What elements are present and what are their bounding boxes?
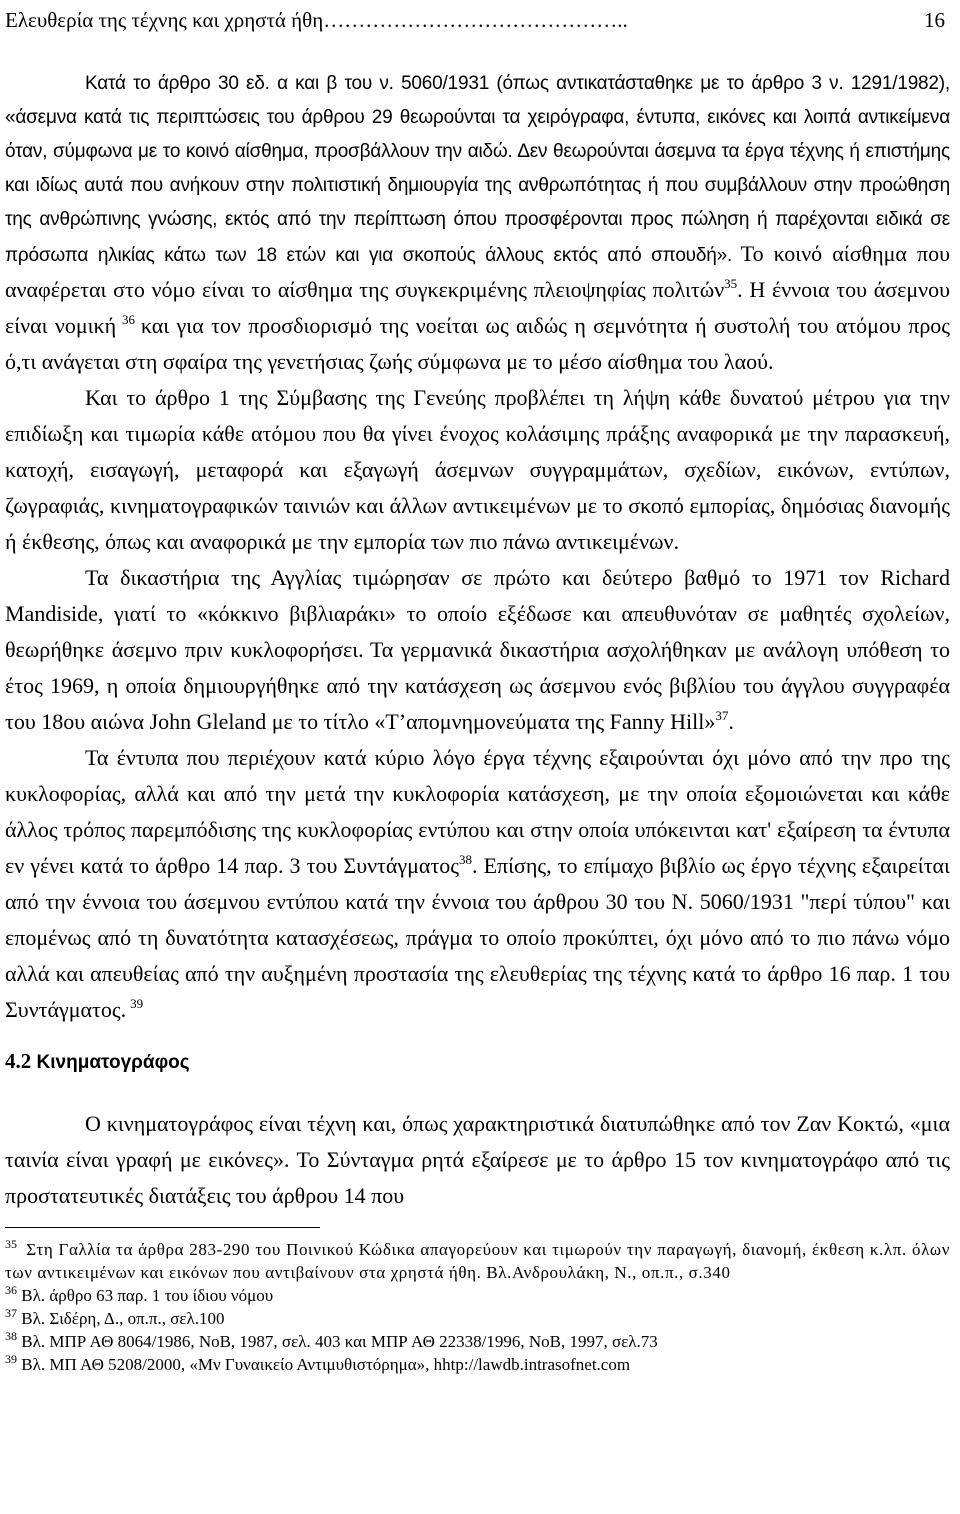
footnote-text: Στη Γαλλία τα άρθρα 283-290 του Ποινικού Κώδικα απαγορεύουν και τιμωρούν την παραγωγή, διανομή, έκθεση κ.λπ. όλων των αντικειμένων και εικόνων που αντιβαίνουν στα χρηστά ήθη. Βλ.Ανδρουλάκη, Ν., οπ.π., σ.340 [5, 1240, 951, 1282]
footnote-ref-35[interactable]: 35 [724, 276, 738, 291]
footnote-35 [5, 1238, 955, 1284]
paragraph-cinema [5, 1107, 955, 1215]
german-courts-text: Τα γερμανικά δικαστήρια ασχολήθηκαν με ανάλογη υπόθεση το έτος 1969, η οποία δημιουργήθηκε από την κατάσχεση ως άσεμνου ενός βιβλίου του άγγλου συγγραφέα του 18ου αιώνα John Gleland με το τίτλο «Τ’απομνημονεύματα της Fanny Hill» [5, 637, 951, 734]
footnote-text: Βλ. Σιδέρη, Δ., οπ.π., σελ.100 [21, 1309, 225, 1328]
header-title: Ελευθερία της τέχνης και χρηστά ήθη…………………………………….. [5, 8, 628, 32]
footnote-38 [5, 1330, 955, 1353]
law-quote: Κατά το άρθρο 30 εδ. α και β του ν. 5060/1931 (όπως αντικατάσταθηκε με το άρθρο 3 ν. 1291/1982), «άσεμνα κατά τις περιπτώσεις του άρθρου 29 θεωρούνται τα χειρόγραφα, έντυπα, εικόνες και λοιπά αντικείμενα όταν, σύμφωνα με το κοινό αίσθημα, προσβάλλουν την αιδώ. Δεν θεωρούνται άσεμνα τα έργα τέχνης ή επιστήμης και ιδίως αυτά που ανήκουν στην πολιτιστική δημιουργία της ανθρωπότητας ή που συμβάλλουν στην προώθηση της ανθρώπινης γνώσης, εκτός από την περίπτωση όπου προσφέρονται προς πώληση ή παρέχονται ειδικά σε πρόσωπα ηλικίας κάτω των 18 ετών και για σκοπούς άλλους εκτός από σπουδή». [5, 73, 950, 266]
section-number: 4.2 [5, 1049, 32, 1073]
footnote-37 [5, 1307, 955, 1330]
common-sense-text: Το κοινό αίσθημα που αναφέρεται στο νόμο είναι το αίσθημα της συγκεκριμένης πλειοψηφίας πολιτών [5, 241, 951, 302]
art-exemption-text: Τα έντυπα που περιέχουν κατά κύριο λόγο έργα τέχνης εξαιρούνται όχι μόνο από την προ της κυκλοφορίας, αλλά και από την μετά την κυκλοφορία κατάσχεση, με την οποία εξομοιώνεται και κάθε άλλος τρόπος παρεμπόδισης της κυκλοφορίας εντύπου και στην οποία υπόκεινται κατ' εξαίρεση τα έντυπα εν γένει κατά το άρθρο 14 παρ. 3 του Συντάγματος [5, 745, 950, 878]
footnote-ref-38[interactable]: 38 [459, 852, 473, 867]
paragraph-geneva-convention [5, 381, 955, 561]
footnote-number: 35 [5, 1237, 17, 1251]
legal-concept-text: . Η έννοια του άσεμνου είναι νομική [5, 277, 950, 338]
footnote-number: 36 [5, 1283, 17, 1297]
footnote-number: 37 [5, 1306, 17, 1320]
footnote-39 [5, 1353, 955, 1376]
modesty-definition-text: και για τον προσδιορισμό της νοείται ως αιδώς η σεμνότητα ή συστολή του ατόμου προς ό,τι ανάγεται στη σφαίρα της γενετήσιας ζωής σύμφωνα με το μέσο αίσθημα του λαού. [5, 313, 951, 374]
paragraph-obscene-definition [5, 67, 955, 381]
paragraph-court-cases [5, 561, 955, 741]
paragraph-art-exemption [5, 741, 955, 1029]
page-number: 16 [924, 8, 945, 32]
period: . [728, 709, 734, 734]
running-header [5, 0, 955, 40]
footnote-text: Βλ. άρθρο 63 παρ. 1 του ίδιου νόμου [21, 1286, 274, 1305]
footnote-36 [5, 1284, 955, 1307]
footnote-number: 38 [5, 1329, 17, 1343]
section-title: Κινηματογράφος [36, 1052, 190, 1073]
cinema-text: Ο κινηματογράφος είναι τέχνη και, όπως χαρακτηριστικά διατυπώθηκε από τον Ζαν Κοκτώ, «μια ταινία είναι γραφή με εικόνες». Το Σύνταγμα ρητά εξαίρεσε με το άρθρο 15 τον κινηματογράφο από τις προστατευτικές διατάξεις του άρθρου 14 που [5, 1111, 950, 1208]
footnote-number: 39 [5, 1352, 17, 1366]
footnote-text[interactable]: Βλ. ΜΠ ΑΘ 5208/2000, «Μν Γυναικείο Αντιμυθιστόρημα», hhtp://lawdb.intrasofnet.com [21, 1355, 631, 1374]
document-page [5, 0, 955, 1376]
footnote-ref-37[interactable]: 37 [715, 708, 729, 723]
book-exemption-text: . Επίσης, το επίμαχο βιβλίο ως έργο τέχνης εξαιρείται από την έννοια του άσεμνου εντύπου κατά την έννοια του άρθρου 30 του Ν. 5060/1931 "περί τύπου" και επομένως από τη δυνατότητα κατασχέσεως, πράγμα το οποίο προκύπτει, όχι μόνο από το πιο πάνω νόμο αλλά και απευθείας από την αυξημένη προστασία της ελευθερίας της τέχνης κατά το άρθρο 16 παρ. 1 του Συντάγματος. [5, 853, 950, 1022]
footnote-ref-36[interactable]: 36 [122, 312, 136, 327]
english-courts-text: Τα δικαστήρια της Αγγλίας τιμώρησαν σε πρώτο και δεύτερο βαθμό το 1971 τον Richard Mandiside, γιατί το «κόκκινο βιβλιαράκι» το οποίο εξέδωσε και απευθυνόταν σε μαθητές σχολείων, θεωρήθηκε άσεμνο πριν κυκλοφορήσει. [5, 565, 950, 662]
section-heading [5, 1045, 955, 1079]
geneva-text: Και το άρθρο 1 της Σύμβασης της Γενεύης προβλέπει τη λήψη κάθε δυνατού μέτρου για την επιδίωξη και τιμωρία κάθε ατόμου που θα γίνει ένοχος κολάσιμης πράξης αναφορικά με την παρασκευή, κατοχή, εισαγωγή, μεταφορά και εξαγωγή άσεμνων συγγραμμάτων, σχεδίων, εικόνων, εντύπων, ζωγραφιάς, κινηματογραφικών ταινιών και άλλων αντικειμένων με το σκοπό εμπορίας, δημόσιας διανομής ή έκθεσης, όπως και αναφορικά με την εμπορία των πιο πάνω αντικειμένων. [5, 385, 950, 554]
footnote-separator [5, 1227, 320, 1228]
footnotes [5, 1238, 955, 1376]
footnote-text: Βλ. ΜΠΡ ΑΘ 8064/1986, ΝοΒ, 1987, σελ. 403 και ΜΠΡ ΑΘ 22338/1996, ΝοΒ, 1997, σελ.73 [21, 1332, 658, 1351]
footnote-ref-39[interactable]: 39 [130, 996, 144, 1011]
